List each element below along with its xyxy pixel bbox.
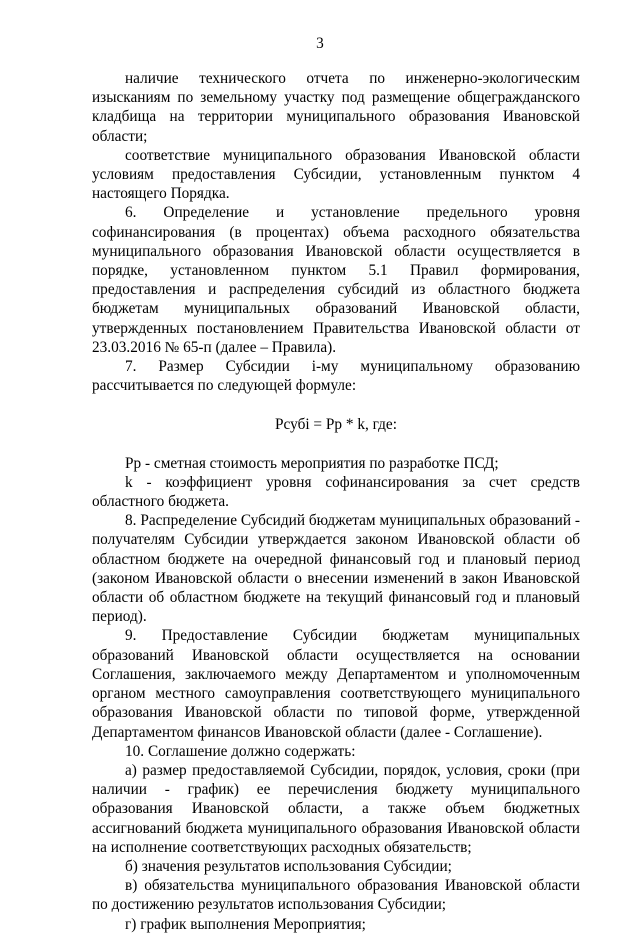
paragraph-item-10v: в) обязательства муниципального образования Ивановской области по достижению результатов использования Субсидии; — [92, 877, 580, 914]
paragraph-item-7: 7. Размер Субсидии i-му муниципальному образованию рассчитывается по следующей формуле: — [92, 358, 580, 395]
paragraph-item-6: 6. Определение и установление предельного уровня софинансирования (в процентах) объема расходного обязательства муниципального образования Ивановской области осуществляется в порядке, установленном пунктом 5.1 Правил формирования, предоставления и распределения субсидий из областного бюджета бюджетам муниципальных образований Ивановской области, утвержденных постановлением Правительства Ивановской области от 23.03.2016 № 65-п (далее – Правила). — [92, 204, 580, 356]
paragraph-item-10a: а) размер предоставляемой Субсидии, порядок, условия, сроки (при наличии - график) ее перечисления бюджету муниципального образования Ивановской области, а также объем бюджетных ассигнований бюджета муниципального образования Ивановской области на исполнение соответствующих расходных обязательств; — [92, 761, 580, 856]
paragraph-item-10: 10. Соглашение должно содержать: — [125, 742, 356, 760]
page-number: 3 — [316, 35, 324, 52]
paragraph-item-10b: б) значения результатов использования Субсидии; — [125, 857, 452, 875]
paragraph-item-8: 8. Распределение Субсидий бюджетам муниципальных образований - получателям Субсидии утверждается законом Ивановской области об областном бюджете на очередной финансовый год и плановый период (законом Ивановской области о внесении изменений в закон Ивановской области об областном бюджете на текущий финансовый год и плановый период). — [92, 512, 580, 626]
paragraph-k-definition: k - коэффициент уровня софинансирования за счет средств областного бюджета. — [92, 473, 580, 511]
subsidy-formula: Рсубi = Рр * k, где: — [275, 416, 397, 434]
document-body — [92, 69, 580, 934]
paragraph-item-9: 9. Предоставление Субсидии бюджетам муниципальных образований Ивановской области осуществляется на основании Соглашения, заключаемого между Департаментом и уполномоченным органом местного самоуправления соответствующего муниципального образования Ивановской области по типовой форме, утвержденной Департаментом финансов Ивановской области (далее - Соглашение). — [92, 627, 580, 741]
paragraph-tech-report: наличие технического отчета по инженерно-экологическим изысканиям по земельному участку под размещение общегражданского кладбища на территории муниципального образования Ивановской области; — [92, 70, 580, 145]
paragraph-compliance: соответствие муниципального образования Ивановской области условиям предоставления Субсидии, установленным пунктом 4 настоящего Порядка. — [92, 146, 580, 203]
paragraph-pr-definition: Рр - сметная стоимость мероприятия по разработке ПСД; — [125, 454, 499, 472]
paragraph-item-10g: г) график выполнения Мероприятия; — [125, 915, 366, 933]
